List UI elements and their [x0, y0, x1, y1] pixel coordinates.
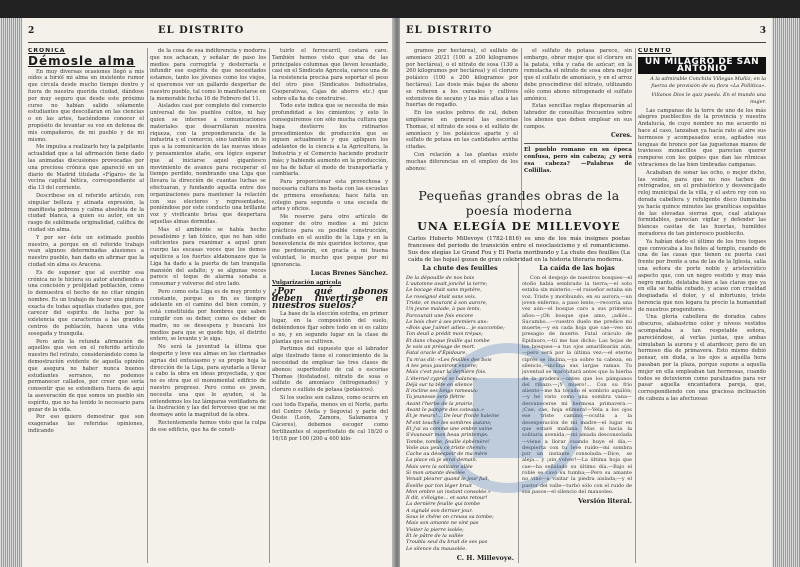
banner-subheading: UNA ELEGÍA DE MILLEVOYE	[417, 220, 621, 233]
left-column-3	[272, 48, 388, 563]
poem-line: Le rossignol était sans voix.	[406, 293, 477, 300]
paragraph: Todo esto indica que se necesita de más profundidad a los cimientos; y esto lo conseguiremos con sólo mucha cultura que haga destierre los rutinarios procedimientos de producción que se siguen actualmente y que apliquen los adelantos de la ciencia a la Agricultura, la Industria y el Comercio haciendo producir más; y habiendo aumento en la producción, no ha de faltar el modo de transportarla y cambiarla.	[272, 103, 388, 178]
poem-line: Venait pleurer quand le jour fuit,	[406, 476, 490, 483]
paragraph: No será la juventud la última que desperte y leve sus almas en las clarinadas agrías del entusiasmo y su propio hoja la dirección de la Liga, para ayudarla a llevar a cabo la obra en ideas proyectada, y que no es otra que el monumental edificio de nuestro progreso. Pero como es joven, necesita una que le ayuden, si la entendemos los luz lámparas ventiladora de la ilustración y las del fervoroso que se me desmaye ante la magnitud de la obra.	[150, 344, 266, 419]
poem-line: Triste, et mourant à son aurore,	[406, 299, 488, 306]
banner-intro: Carlos Huberto Millevoye (1782-1816) es uno de los más insignes poetas franceses del periodo de transición entre el neoclasicismo y el romanticismo. Sus dos elegías Le Grand Fou y El Poeta moribundo y La chute des feuilles (La caída de las hojas) gozan de gran celebridad en la historia literaria moderna.	[408, 236, 630, 263]
section-label: CUENTO	[638, 48, 672, 54]
translation-signature: Versión literal.	[578, 497, 632, 506]
poem-line: Parcourait une fois encore	[406, 312, 474, 319]
paragraph: Partimos del supuesto que el labrador algo ilustrado tiene el conocimiento de la necesidad de emplear las tres clases de abonos: superfosfato de cal o escorias Thomas (fosfatados), nitrato de sosa o sulfato de amoníaco (nitrogenados) y cloruro o sulfato de potasa (potásicos).	[272, 346, 388, 394]
poem-line: Si mon amante désolée	[406, 470, 465, 476]
poem-line: Sous le chêne on creusa sa tombe;	[406, 514, 494, 521]
author-signature: Ceres.	[610, 131, 632, 139]
poem-line: Mais vers la solitaire allée	[406, 463, 473, 470]
banner-heading: Pequeñas grandes obras de la poesía moderna	[418, 188, 620, 218]
poetry-banner	[408, 188, 630, 264]
dedication: A la admirable Conchita Villegas Muñiz, en la fuerza de provisión de su flora «La Pollitica».	[650, 76, 766, 90]
book-edge-right	[772, 18, 800, 567]
poem-line: Le bois cher à ses premiers ans:	[406, 318, 488, 325]
poem-translation-text: Con el despojo de nuestros bosques—el otoño había sembrado la tierra;—el soto estaba sin misterio,—el ruiseñor estaba sin voz. Triste y moribundo, en su aurora,—un joven enfermo, a paso lento,—recorría una vez aún—el bosque caro a sus primeros años:—¡Oh bosque que amo, ¡adiós... Sucumbo...—vuestro duelo me predice mi muerte;—y en cada hoja que cae—veo un presagio de muerte. Fatal oráculo de Epidauro,—tú me has dicho: Las hojas de los bosques—a tus ojos amarillearán aún,—pero será por la última vez:—el eterno ciprés se inclina,—ya sobre tu cabeza, en silencio,—inclina sus largas ramas. Tu juventud se marchitará antes que la hierba de la pradera,—antes que los pámpanos del ribazo.—¡Y muero!... Con su frío aliento—me ha tocado el sombrío aquilón;—y he visto como una sombra vana—desvanecerse mi hermosa primavera.—¡Cae, cae, hoja efímera!—Vela a los ojos ese triste camino;—oculta a la desesperación de mi madre—el lugar en que estaré mañana. Mas si hacia la solitaria avenida,—mi amada desconsolada—viene a llorar cuando huye el día,—despierta con tu leve ruido—mi sombra por un instante consolada.—Dice, se aleja... y ¡sin volver!—La última hoja que cae—ha señalado su último día.—Bajo el roble se cavó su tumba;—Pero su amante no vino—a visitar la piedra aislada;—y el pastor del valle—turbó sólo con el ruido de sus pasos—el silencio del mausoleo.	[522, 274, 632, 495]
poem-line: Et le pâtre de la vallée	[406, 532, 464, 539]
poem-line: Ton deuil a prédit mon trépas;	[406, 331, 483, 338]
paragraph: Estas sencillas reglas dispensarán al labrador de consultas frecuentes sobre los abonos que deben emplear en sus campos.	[524, 103, 632, 130]
paragraph: Pero ante la retunda afirmación de aquellos que ven en el referido artículo nuestro fiel retrato, considerándolo como la demostración evidente de aquella opinión que asegura no haber nunca buenos estudiantes serranos, no podemos permanecer callados, por creer que sería consentir que se extendiera fuera de aquí la aseveración de que somos un pueblo sin espíritu, que no ha tenido lo necesario para gozar de la vida.	[28, 338, 144, 413]
poem-line: Il incline ses longs rameaux:	[406, 388, 479, 395]
paragraph: En los suelos pobres de cal, deben emplearse en general las escorias Thomas, el nitrato de sosa o el sulfato de amoníaco y los potásicos aparte y el sulfato de potasa en las cantidades arriba citadas.	[406, 110, 518, 151]
paragraph: Una gloria cabellera de dorados cabos obscuros, alabastrino color y níveos vestidos acompañaba a tan respetable señora, pareciéndose, al verlas juntas, que ambas simulaban la aurora y el atardecer, pero de un hermoso día de primavera. Esto mismo debió pensar, sin duda, a los ojos a aquélla hora pasaban por la plaza, porque supone a aquella mujer en ella empleaban tan hermosas, cuando todos se detuvieron como paralizados para ver pasar aquella encantadora pareja, que, correspondiendo con una graciosa inclinación de cabeza a las afectuosas	[638, 314, 766, 403]
paragraph: Aislados casi por completo del comercio universal de los pueblos cultos, ni hay quien se interese a comunicaciones materiales que desarrollaran nuestra riqueza, con la preponderancia de la industria y el comercio, sino también en lo que a la comunicación de las nuevas ideas y pensamientos atañe, era lógico esperar que al iniciarse aquel gigantesco movimiento de avance para recuperar el tiempo perdido, nombrando una Liga que llevara la dirección de cuantas luchas se efectuaran, y fundando aquella entre dos organizaciones para mantener la relación con sus electores y representados, poniéndose por este conducto una brillante voz y vivificante brisa que despertara aquellas almas dormidas.	[150, 103, 266, 225]
paragraph: Las campanas de la torre de uno de los más alegres pueblecitos de la provincia y nuestra Andalucía, de cuyo nombre no me acuerdo ni hace al caso, lanzaban ya hacía rato al aire sus hermosos y acompasados ecos, agitados sus lenguas de bronce por las juguetonas manos de traviesos monacillos que parecían querer romperse con los golpes que dan las rítmicas vibraciones de las bien timbradas campanas.	[638, 107, 766, 168]
paragraph: Para proporcionar esta provechosa y necesaria cultura no basta con las escuelas de primera enseñanza; hace falta un colegio para segunda o una escuela de artes y oficios.	[272, 179, 388, 213]
poem-line: Tombe, tombe, feuille éphémère!	[406, 438, 490, 445]
poem-line: Il dit, s'éloigne... et sans retour!	[406, 495, 488, 502]
sub-section-label: Vulgarización agrícola	[272, 280, 342, 287]
poem-line: Le bocage était sans mystère,	[406, 287, 482, 294]
paragraph: tuirlo el ferrocarril, costará caro. También hemos visto que una de las principales columnas que lleven levantado, casi en el Sindicato Agrícola, carece una de la resistencia precisa para soportar el peso del otro piso (Sindicatos Industriales, Cooperativas, Cajas de ahorro etc.) que sobre ella ha de construirse.	[272, 48, 388, 102]
left-page-header	[28, 26, 388, 40]
poem-line: La place où je serai demain.	[406, 457, 478, 464]
section-label: CRÓNICA	[28, 48, 66, 54]
poem-line: Troubla seul du bruit de ses pas	[406, 539, 488, 546]
poem-signature: C. H. Millevoye.	[456, 553, 514, 562]
column-divider	[635, 48, 636, 563]
paragraph: gramos por hectárea), el sulfato de amoníaco 20/21 (100 a 200 kilogramos por hectárea), o el nitrato de sosa (130 a 260 kilogramos por hectárea) y el cloruro potásico (100 a 200 kilogramos por hectárea). Las dosis más bajas de abono se refieren a los cereales y cultivos extensivos de secano y las más altas a las huertas de regadío.	[406, 48, 518, 109]
poem-line: Avant le pampre des coteaux.»	[406, 407, 485, 414]
poem-line: Mais son amante ne vint pas	[406, 520, 479, 527]
poem-line: S'évanouir mon beau printemps.	[406, 432, 489, 439]
running-title: EL DISTRITO	[406, 25, 493, 36]
right-column-3	[638, 48, 766, 563]
paragraph: Me reserve para otro artículo de exponer de otro medios a mi juicio prácticos para su posible construcción, confiado en el auxilio de la Liga y en la benevolencia de mis queridos lectores, que me perdonarán, en gracia a mi buena voluntad, lo mucho que peque por mi ignorancia.	[272, 214, 388, 268]
paragraph: En muy diversas ocasiones llegó a mis oídos a hiriól mi alma un insistente rumor que circula desde mucho tiempo dentro y fuera de nuestra querida ciudad, dándose por muy seguro que desde este próximo curso no habían salido sólamente estudiantes que descollaran en las ciencias o en las artes, haciéndome conocer el propósito de levantar su voz en defensa de mis compañeros, de mi pueblo y de mi mismo.	[28, 68, 144, 143]
poem-title: La caída de las hojas	[539, 264, 615, 272]
poem-line: Avant l'herbe de la prairie,	[406, 400, 474, 407]
article-title: Démosle alma	[28, 53, 136, 68]
paragraph: Recientemente hemos visto que la culpa de ese edificio, que ha de consti-	[150, 420, 266, 433]
author-signature: Lucas Brenes Sánchez.	[310, 269, 388, 277]
poem-line: L'éternel cyprès se balance;	[406, 375, 478, 382]
column-divider	[147, 48, 148, 563]
poem-line: L'automne avait jonché la terre;	[406, 281, 488, 288]
poem-line: Visiter la pierre isolée;	[406, 526, 464, 533]
paragraph: La base de la elección estriba, en primer lugar, en la composición del suelo, debiéndonos fijar sobre todo en si es calizo o no, y en segundo lugar en la clase de plantas que se cultiven.	[272, 311, 388, 345]
poem-line: A signalé son dernier jour.	[406, 507, 473, 514]
poem-line: Voile aux yeux ce triste chemin;	[406, 444, 487, 451]
running-title: EL DISTRITO	[158, 25, 245, 36]
left-column-1	[28, 48, 144, 563]
poem-line: La dernière feuille qui tombe	[406, 501, 481, 508]
poem-line: A tes yeux jauniront encore;	[406, 362, 478, 369]
poem-line: Cache au désespoir de ma mère	[406, 451, 488, 458]
library-stamp-watermark	[418, 318, 598, 518]
sub-article-title: ¿Por qué abonos deben invertirse en nuestros suelos?	[272, 287, 388, 311]
paragraph: de la cosa de esa indiferencia y modorra que nos achacan, y señalar de paso los medios para corregirla y desterrarla e infundir ese espíritu de que necesitados estamos, tanto los jóvenes como los viejos, si queremos ver un gallardo despertar de nuestro pueblo, tal como lo manifestarse en la memorable fecha 16 de Febrero del 11.	[150, 48, 266, 102]
poem-line: Je vois un présage de mort.	[406, 344, 476, 351]
poem-line: Mais c'est pour la dernière fois.	[406, 369, 487, 376]
pull-quote: El pueblo romano en su época confusa, pero sin cabeza; ¿y será esa cabeza? —Palabras de Collillas.	[524, 143, 632, 174]
paragraph: Y por ser éste un estimado pueblo nuestro, a porque en el referido trabajo vean algunos determinadas alusiones a nuestro pueblo, han dado en afirmar que la ciudad sin alma es Aracena.	[28, 234, 144, 268]
poem-line: «Bois que j'aime! adieu... je succombe;	[406, 325, 505, 332]
dedication-sub: Villanos Dios le quiz pueda. En el mundo una mujer.	[651, 91, 766, 105]
page-number: 3	[759, 26, 766, 36]
poem-line: Le silence du mausolée.	[406, 545, 467, 552]
poem-line: Éveille par ton léger bruit	[406, 482, 472, 489]
paragraph: Es de suponer que al escribir esa crónica no le hiciera su autor atendiendo a una concisión y prolijidad población, como lo demuestra el hecho de no citar ningún nombre. Es un trabajo de hacer una pintura exacta de todas aquellas ciudades que, por carecer del espíritu de lucha por la existencia que caracteriza a las grandes centros de población, hacen una vida sosegada y tranquila.	[28, 269, 144, 337]
book-edge-left	[0, 18, 22, 567]
paragraph: Acababan de sonar las ocho, o mejor dicho, las veinte, para que no nos tachen de retrógrados, en el prehistórico y desvencijado reloj municipal de la villa, y el astro rey con su dorada cabellera y refulgente disco iluminaba ya hacía quince minutos las graníticas espaldas de las elevadas sierras que, cual atalayas formidables, parecían vigilar y defender las blancas casitas de las huertas, humildes moradores de tan pintoresco pueblecito.	[638, 169, 766, 237]
poem-line: Et j'ai vu comme une ombre vaine	[406, 425, 493, 432]
left-column-2	[150, 48, 266, 563]
paragraph: Ya habían dado el último de los tres toques que convocaba a los fieles al templo, cuando de una de las casas que tienen su puerta casi frente por frente a una de las de la Iglesia, salía una señora de porte noble y aristocrático aspecto que, con un negro vestido y muy más negro manto, delataba bien a las claras que ya en ella se había cebado, y acaso con crueldad despiadada el dolor, y el infortunio, triste herencia que nos legara tu precio la humanidad de nuestros progenitores.	[638, 238, 766, 313]
paragraph: Con relación a las plantas existe muchas diferencias en el empleo de los abonos:	[406, 151, 518, 172]
header-rule	[28, 42, 388, 43]
paragraph: el sulfato de potasa parece, sin embargo, obrar mejor que el cloruro en la patata, viña y caña de azúcar; en la remolacha el nitrato de sosa obra mejor que el sulfato de amoníaco, y en el arroz debe prescindirse del nitrato, utilizando sólo como abono nitrogenado el sulfato amónico.	[524, 48, 632, 102]
column-divider	[521, 48, 522, 208]
paragraph: Mas el ambiente se había hecho pesadísimo y tan tóxico, que no han sido suficientes para reanimar a aquel gran cuerpo las escasas voces que los demos aquilicos a los fuertes aldabonazos que la Liga ha dado a la puerta de tan tranquila mansión del asfalto; y se algunas veces parece el toque de alarma sonaba a consumar y volverse del otro lado.	[150, 226, 266, 288]
poem-title: La chute des feuilles	[422, 264, 498, 272]
poem-line: Et dans chaque feuille qui tombe	[406, 337, 490, 344]
page-number: 2	[28, 26, 35, 36]
poem-line: De la dépouille de nos bois	[406, 274, 475, 281]
header-rule	[406, 42, 766, 43]
poem-line: M'ont touché les sombres autans;	[406, 419, 492, 426]
watermark-block	[473, 378, 543, 458]
poem-line: Fatal oracle d'Épidaure,	[406, 350, 467, 357]
paragraph: Describese en el referido artículo, con singular belleza y atinada expresión, la manifiesta pobreza y calma absoluta de la ciudad blanca, a quien su autor, en un rasgo de sublimada originalidad, califica de ciudad sin alma.	[28, 192, 144, 233]
poem-line: Déjà sur ta tête en silence	[406, 381, 473, 388]
poem-line: Un jeune malade, à pas lents,	[406, 306, 482, 313]
right-page-header	[406, 26, 766, 40]
paragraph: Por eso quiero demostrar que son exageradas las referidas opiniones, indicando	[28, 414, 144, 435]
right-page	[400, 18, 772, 567]
paragraph: Si los suelos son calizos, como ocurre en casi toda España, menos en el Norte, parte del Centro (Ávila y Segovia) y parte del Oeste (León, Zamora, Salamanca y Cáceres), debemos escoger como fertilizantes el superfosfato de cal 18/20 o 16/18 por 100 (200 a 400 kilo-	[272, 395, 388, 442]
paragraph: Me impulsa a realizarlo hoy la palpitante actualidad que a tal afirmación tiene dado las animadas discusiones provocadas por una preciosa crónica que apareció en un diario de Madrid titulada «Fígaro» de la vecina capital bética, correspondiente al día 13 del corriente.	[28, 144, 144, 192]
left-page	[22, 18, 394, 567]
story-title: UN MILAGRO DE SAN ANTONIO	[638, 57, 766, 75]
poem-line: Tu m'as dit: «Les feuilles des bois	[406, 356, 492, 363]
column-divider	[269, 48, 270, 563]
poem-line: Mon ombre un instant consolée.»	[406, 488, 491, 495]
paragraph: Pero como esta Liga es de muy pronto y constante, porque es fin es tiempre adelante en el camino del bien común, y está constituida por hombres que saben cumplir con su deber, como es deber de madre, no se desespera y buscará los medios para que se quede hijo, el distrito entero, se levante y le siga.	[150, 288, 266, 343]
poem-line: Et je meurs!... De leur froide haleine	[406, 413, 500, 420]
poem-line: Ta jeunesse sera flétrie	[406, 394, 465, 401]
